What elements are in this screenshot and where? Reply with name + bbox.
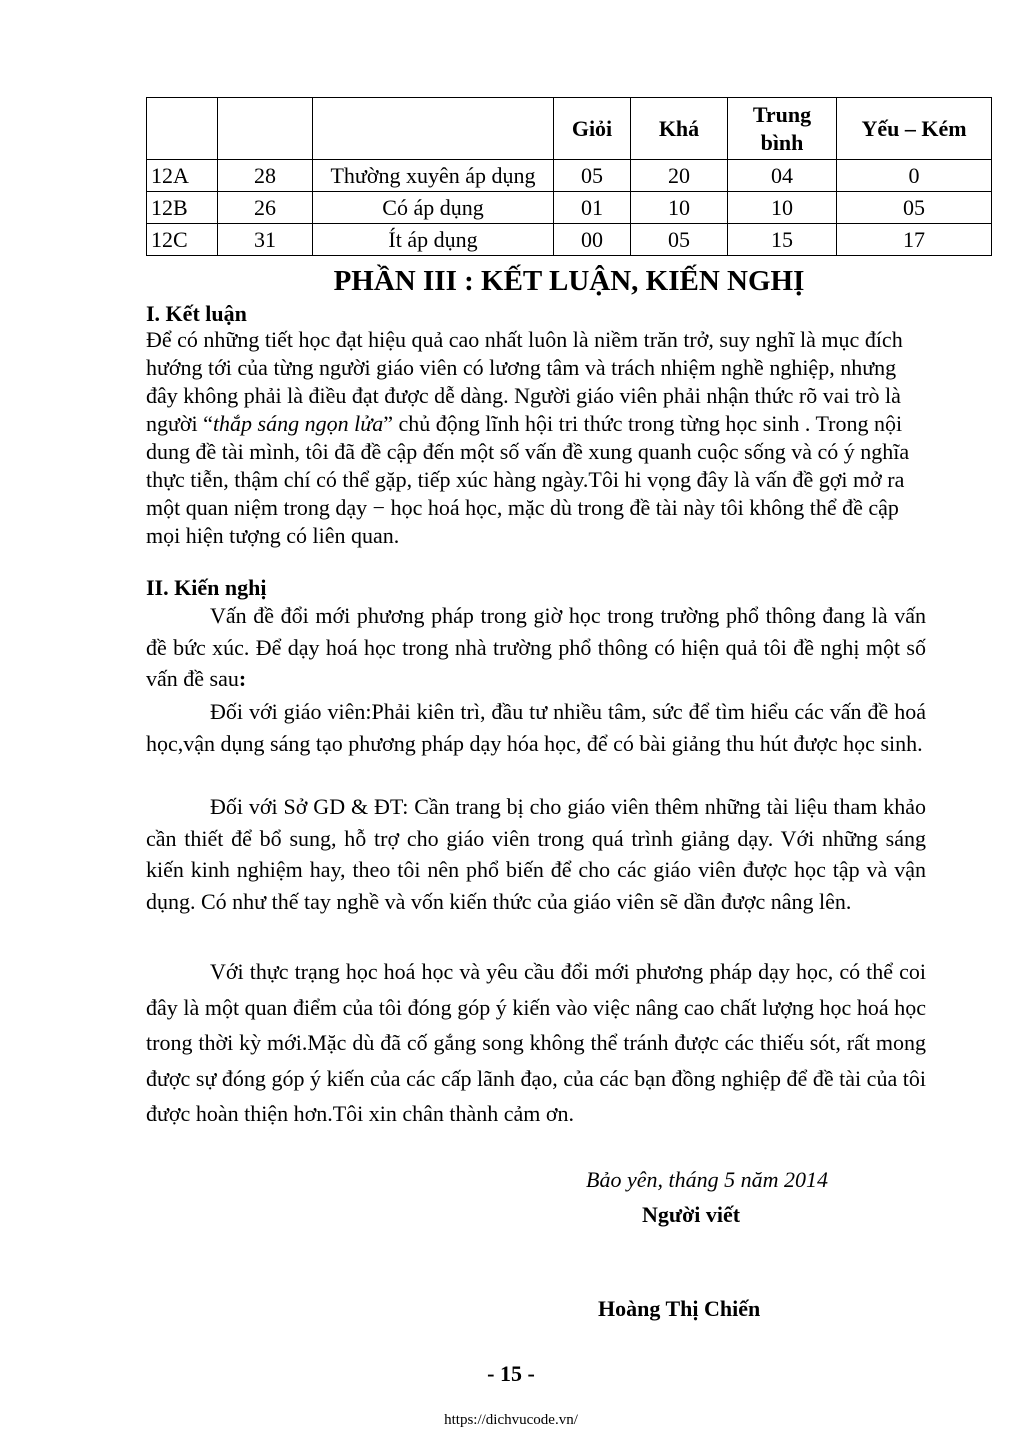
recommendation-paragraph-2: Đối với giáo viên:Phải kiên trì, đầu tư nhiều tâm, sức để tìm hiểu các vấn đề hoá học,vận dụng sáng tạo phương pháp dạy hóa học, để có bài giảng thu hút được học sinh. [146,699,926,756]
cell-usage: Ít áp dụng [313,224,554,256]
cell-gioi: 00 [554,224,631,256]
header-cell-gioi: Giỏi [554,98,631,160]
cell-yeu-kem: 05 [837,192,992,224]
cell-yeu-kem: 17 [837,224,992,256]
cell-class: 12C [147,224,218,256]
cell-usage: Thường xuyên áp dụng [313,160,554,192]
page-number: - 15 - [487,1361,535,1386]
part-title: PHẦN III : KẾT LUẬN, KIẾN NGHỊ [333,265,805,297]
results-table [146,97,992,256]
table-row [147,160,992,192]
table-row [147,192,992,224]
table-header-row [147,98,992,160]
conclusion-paragraph [146,326,926,550]
signature-role: Người viết [642,1202,741,1227]
footer-url: https://dichvucode.vn/ [444,1412,578,1428]
cell-class: 12A [147,160,218,192]
header-cell [147,98,218,160]
cell-count: 28 [218,160,313,192]
cell-kha: 05 [631,224,728,256]
header-cell [313,98,554,160]
cell-kha: 20 [631,160,728,192]
cell-count: 26 [218,192,313,224]
cell-trung-binh: 10 [728,192,837,224]
recommendation-text: Vấn đề đổi mới phương pháp trong giờ học trong trường phổ thông đang là vấn đề bức xúc. Để dạy hoá học trong nhà trường phổ thông có hiện quả tôi đề nghị một số vấn đề sau [146,603,926,691]
header-cell-trung-binh: Trung bình [728,98,837,160]
section-heading-recommendation: II. Kiến nghị [146,575,267,600]
cell-yeu-kem: 0 [837,160,992,192]
header-cell [218,98,313,160]
recommendation-colon: : [238,666,247,691]
recommendation-paragraph-3: Đối với Sở GD & ĐT: Cần trang bị cho giáo viên thêm những tài liệu tham khảo cần thiết để bổ sung, hỗ trợ cho giáo viên trong quá trình giảng dạy. Với những sáng kiến kinh nghiệm hay, theo tôi nên phổ biến để cho các giáo viên được học tập và vận dụng. Có như thế tay nghề và vốn kiến thức của giáo viên sẽ dần được nâng lên. [146,794,926,914]
header-cell-yeu-kem: Yếu – Kém [837,98,992,160]
recommendation-paragraph-1 [146,600,926,695]
cell-usage: Có áp dụng [313,192,554,224]
signature-name: Hoàng Thị Chiến [598,1296,761,1321]
closing-paragraph: Với thực trạng học hoá học và yêu cầu đổi mới phương pháp dạy học, có thể coi đây là một quan điểm của tôi đóng góp ý kiến vào việc nâng cao chất lượng học hoá học trong thời kỳ mới.Mặc dù đã cố gắng song không thể tránh được các thiếu sót, rất mong được sự đóng góp ý kiến của các cấp lãnh đạo, của các bạn đồng nghiệp để đề tài của tôi được hoàn thiện hơn.Tôi xin chân thành cảm ơn. [146,959,926,1126]
cell-trung-binh: 15 [728,224,837,256]
section-heading-conclusion: I. Kết luận [146,301,247,326]
cell-gioi: 01 [554,192,631,224]
cell-gioi: 05 [554,160,631,192]
header-cell-kha: Khá [631,98,728,160]
cell-class: 12B [147,192,218,224]
cell-trung-binh: 04 [728,160,837,192]
quoted-phrase: thắp sáng ngọn lửa [212,411,384,436]
cell-kha: 10 [631,192,728,224]
signature-date: Bảo yên, tháng 5 năm 2014 [586,1167,828,1192]
table-row [147,224,992,256]
conclusion-text-start: Để có những tiết học đạt hiệu quả cao nhất luôn là niềm trăn trở, suy nghĩ là mục đích hướng tới của từng người giáo viên có lương tâm và trách nhiệm nghề nghiệp, nhưng đây không phải là điều đạt được dễ dàng. Người giáo viên phải nhận thức rõ vai trò là người “ [146,327,903,436]
cell-count: 31 [218,224,313,256]
conclusion-text-end: ” chủ động lĩnh hội tri thức trong từng học sinh . Trong nội dung đề tài mình, tôi đã đề cập đến một số vấn đề xung quanh cuộc sống và có ý nghĩa thực tiễn, thậm chí có thể gặp, tiếp xúc hàng ngày.Tôi hi vọng đây là vấn đề gợi mở ra một quan niệm trong dạy − học hoá học, mặc dù trong đề tài này tôi không thể đề cập mọi hiện tượng có liên quan. [146,411,910,548]
